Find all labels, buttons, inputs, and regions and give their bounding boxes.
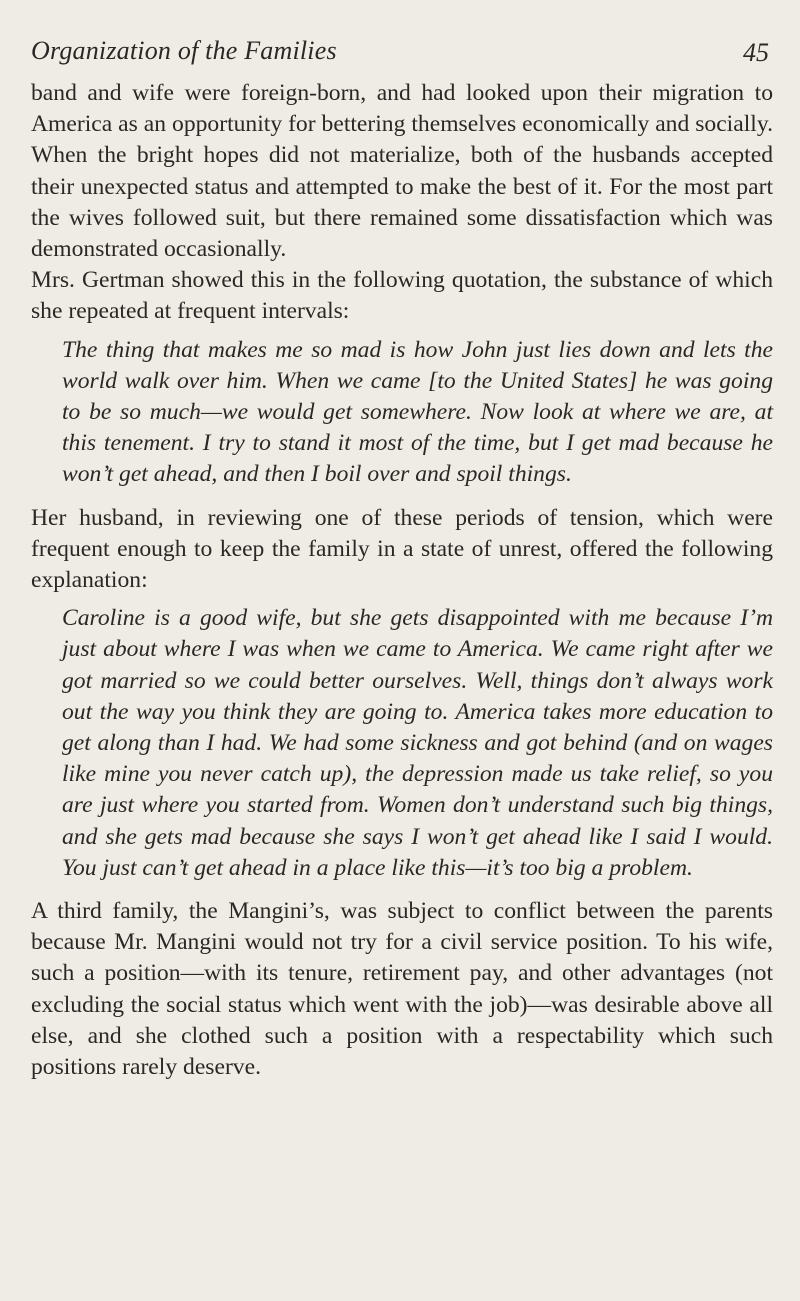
paragraph-gertman-intro: Mrs. Gertman showed this in the following quotation, the substance of which she repeated at frequent intervals: xyxy=(31,267,773,325)
book-page xyxy=(31,36,773,1083)
page-header xyxy=(31,36,773,78)
block-quote-mrs-gertman: The thing that makes me so mad is how John just lies down and lets the world walk over him. When we came [to the United States] he was going to be so much—we would get somewhere. Now look at where we are, at this tenement. I try to stand it most of the time, but I get mad because he won’t get ahead, and then I boil over and spoil things. xyxy=(62,336,773,488)
block-quote-mr-gertman: Caroline is a good wife, but she gets disappointed with me because I’m just about where I was when we came to America. We came right after we got married so we could better ourselves. Well, things don’t always work out the way you think they are going to. America takes more education to get along than I had. We had some sickness and got behind (and on wages like mine you never catch up), the depression made us take relief, so you are just where you started from. Women don’t understand such big things, and she gets mad because she says I won’t get ahead like I said I would. You just can’t get ahead in a place like this—it’s too big a problem. xyxy=(62,605,773,881)
running-title: Organization of the Families xyxy=(31,36,337,65)
paragraph-continuation: band and wife were foreign-born, and had looked upon their migration to America as an opportunity for bettering themselves economically and socially. When the bright hopes did not materialize, both of the husbands accepted their unexpected status and attempted to make the best of it. For the most part the wives followed suit, but there remained some dissatisfaction which was demonstrated occasionally. xyxy=(31,80,773,263)
paragraph-husband-explanation: Her husband, in reviewing one of these periods of tension, which were frequent enough to keep the family in a state of unrest, offered the following explanation: xyxy=(31,504,773,594)
paragraph-mangini-family: A third family, the Mangini’s, was subject to conflict between the parents because Mr. Mangini would not try for a civil service position. To his wife, such a position—with its tenure, retirement pay, and other advantages (not excluding the social status which went with the job)—was desirable above all else, and she clothed such a position with a respectability which such positions rarely deserve. xyxy=(31,898,773,1081)
page-number: 45 xyxy=(743,38,769,67)
